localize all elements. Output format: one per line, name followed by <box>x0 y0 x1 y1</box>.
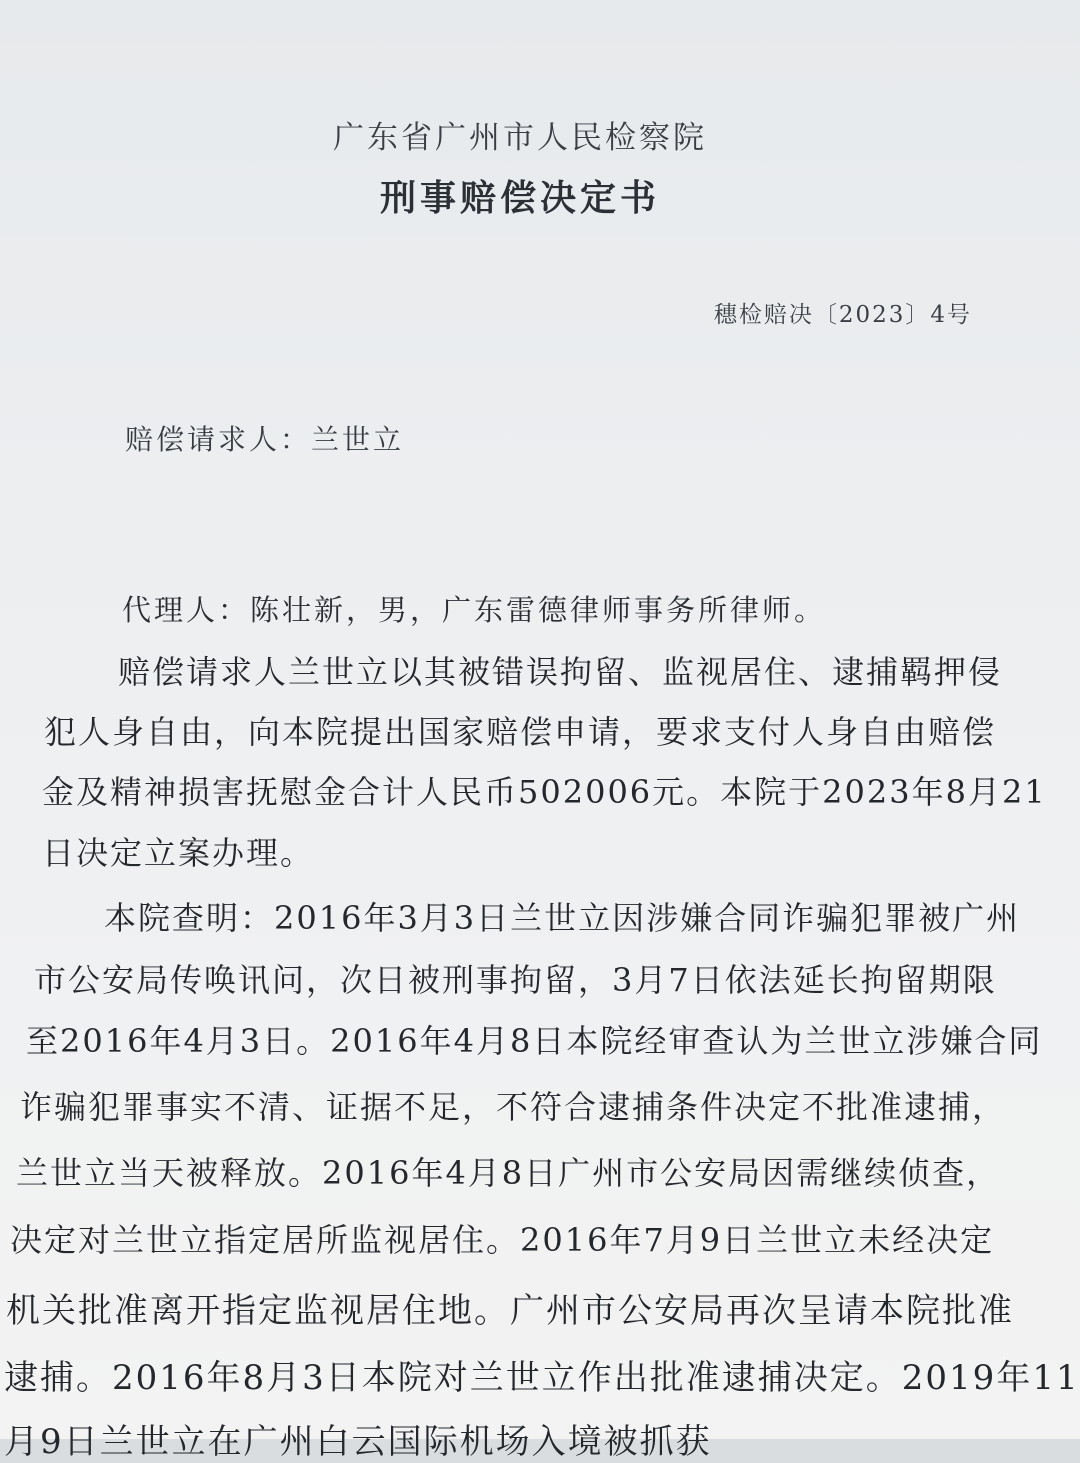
paragraph2-line: 机关批准离开指定监视居住地。广州市公安局再次呈请本院批准 <box>6 1291 1014 1331</box>
paragraph2-line: 逮捕。2016年8月3日本院对兰世立作出批准逮捕决定。2019年11 <box>4 1358 1080 1398</box>
paragraph2-line: 兰世立当天被释放。2016年4月8日广州市公安局因需继续侦查， <box>16 1154 1001 1192</box>
document-title: 刑事赔偿决定书 <box>379 177 660 219</box>
paragraph1-line: 金及精神损害抚慰金合计人民币502006元。本院于2023年8月21 <box>42 773 1047 811</box>
paragraph2-line: 至2016年4月3日。2016年4月8日本院经审查认为兰世立涉嫌合同 <box>26 1022 1043 1060</box>
paragraph2-line: 本院查明：2016年3月3日兰世立因涉嫌合同诈骗犯罪被广州 <box>104 899 1021 937</box>
claimant-line: 赔偿请求人：兰世立 <box>125 423 405 456</box>
paragraph1-line: 日决定立案办理。 <box>42 834 315 872</box>
paragraph1-line: 犯人身自由，向本院提出国家赔偿申请，要求支付人身自由赔偿 <box>44 713 997 751</box>
paragraph2-line: 诈骗犯罪事实不清、证据不足，不符合逮捕条件决定不批准逮捕， <box>20 1088 1007 1126</box>
agent-line: 代理人：陈壮新，男，广东雷德律师事务所律师。 <box>122 593 827 627</box>
paragraph2-line: 决定对兰世立指定居所监视居住。2016年7月9日兰世立未经决定 <box>10 1221 995 1259</box>
paragraph2-line: 市公安局传唤讯问，次日被刑事拘留，3月7日依法延长拘留期限 <box>34 961 997 999</box>
paragraph1-line: 赔偿请求人兰世立以其被错误拘留、监视居住、逮捕羁押侵 <box>118 653 1003 691</box>
agency-name: 广东省广州市人民检察院 <box>333 120 707 156</box>
document-number: 穗检赔决〔2023〕4号 <box>713 302 972 328</box>
paragraph2-line: 月9日兰世立在广州白云国际机场入境被抓获 <box>4 1422 712 1462</box>
